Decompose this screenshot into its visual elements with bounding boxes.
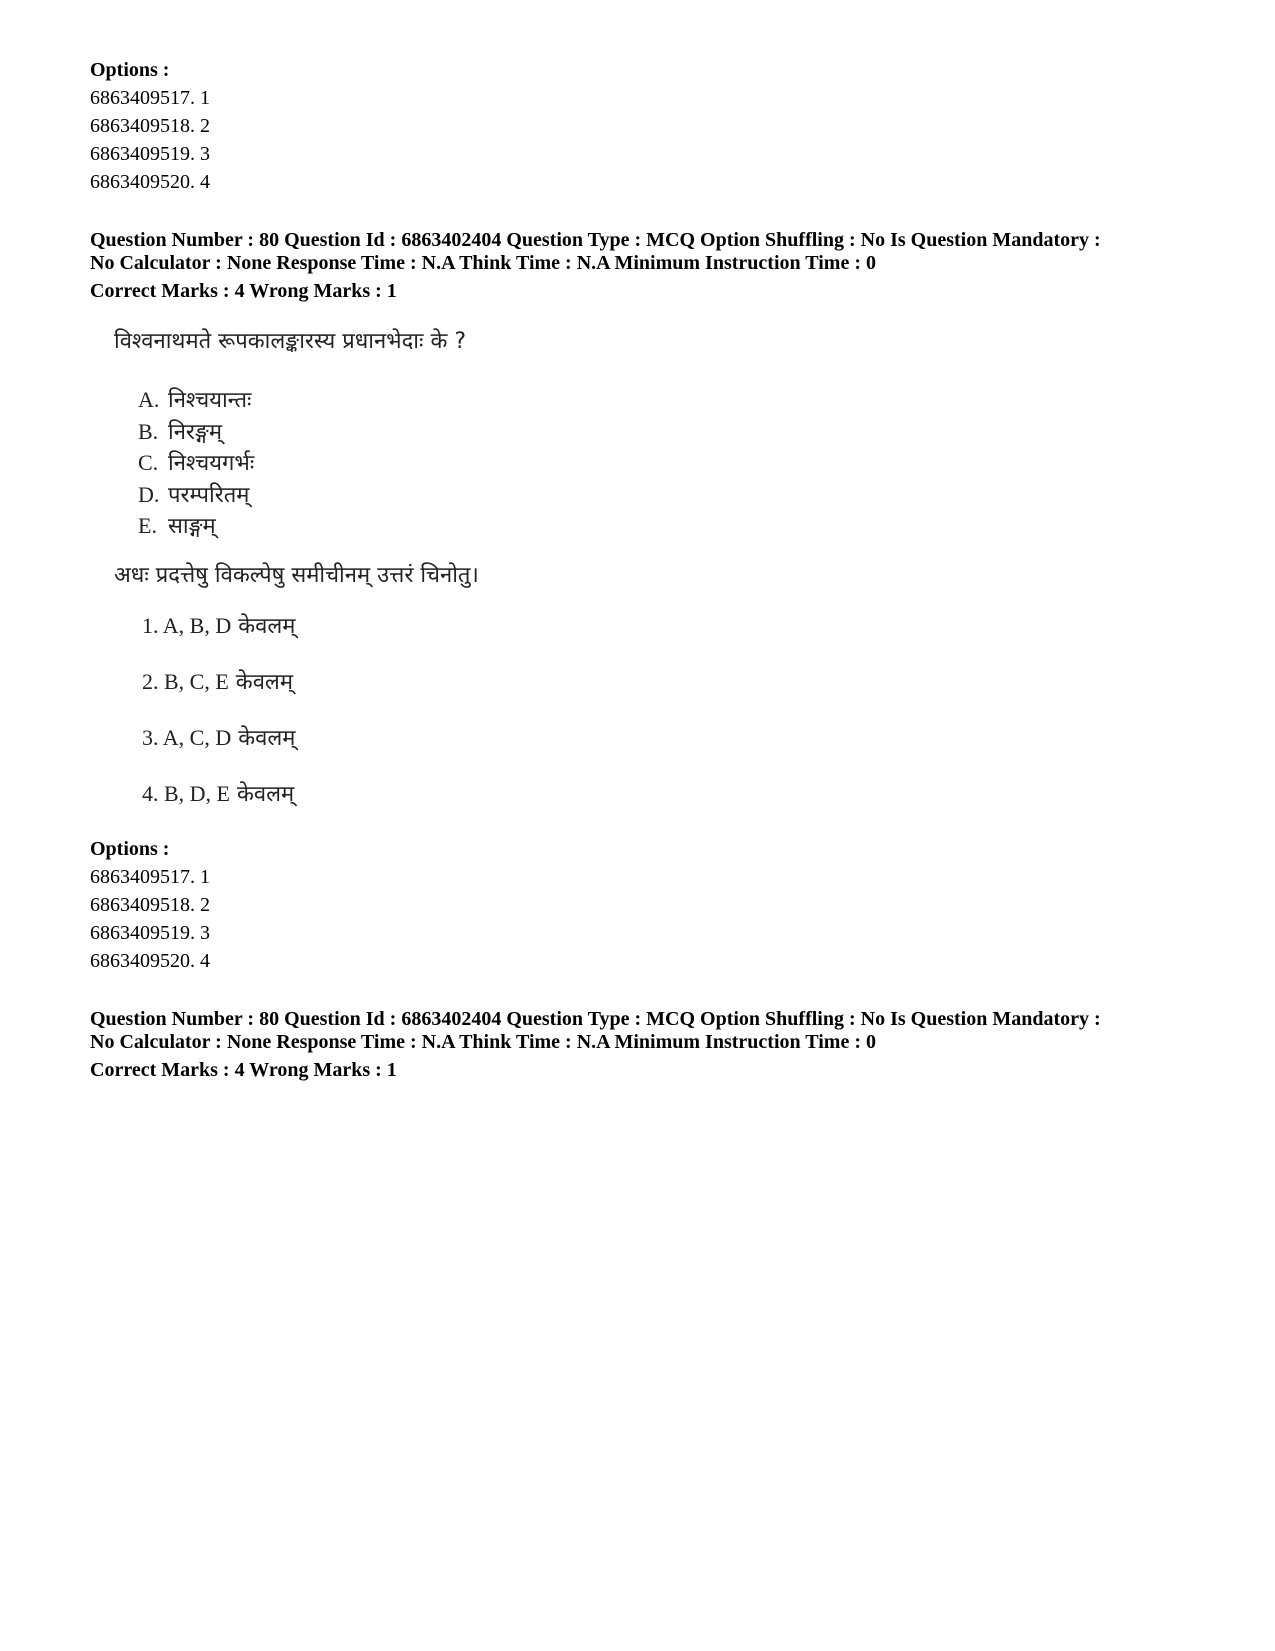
question-meta-line: Question Number : 80 Question Id : 6863402404 Question Type : MCQ Option Shuffling : No Is Question Mandatory :: [90, 1007, 1101, 1030]
question-meta: [90, 229, 1190, 305]
choice-item: [142, 723, 1190, 779]
spacer: [90, 196, 1190, 229]
choice-list: [142, 611, 1190, 835]
option-item: 6863409517. 1: [90, 865, 210, 888]
question-marks: Correct Marks : 4 Wrong Marks : 1: [90, 280, 397, 302]
statement-item: [138, 448, 1190, 480]
statement-label: B.: [138, 418, 159, 444]
statement-item: [138, 511, 1190, 543]
option-item: 6863409519. 3: [90, 921, 210, 944]
statement-text: निश्चयगर्भः: [168, 451, 255, 476]
statement-text: परम्परितम्: [168, 482, 250, 508]
choice-number: 2. B, C, E: [142, 668, 229, 694]
spacer: [90, 975, 1190, 1008]
choice-item: [142, 667, 1190, 723]
question-meta-line: No Calculator : None Response Time : N.A Think Time : N.A Minimum Instruction Time : 0: [90, 252, 876, 274]
options-section-top: [90, 56, 1190, 196]
option-item: 6863409519. 3: [90, 143, 210, 165]
question-meta-line: No Calculator : None Response Time : N.A Think Time : N.A Minimum Instruction Time : 0: [90, 1030, 876, 1053]
document-page: [90, 56, 1190, 1084]
statement-text: साङ्गम्: [168, 514, 216, 539]
option-item: 6863409518. 2: [90, 115, 210, 137]
statement-item: [138, 417, 1190, 449]
choice-text: केवलम्: [235, 669, 293, 695]
question-image: [114, 327, 1190, 835]
question-instruction: अधः प्रदत्तेषु विकल्पेषु समीचीनम् उत्तरं चिनोतु।: [114, 562, 479, 588]
choice-text: केवलम्: [238, 725, 296, 751]
question-meta: [90, 1008, 1190, 1084]
choice-number: 4. B, D, E: [142, 780, 230, 806]
statement-item: [138, 385, 1190, 417]
choice-number: 3. A, C, D: [142, 724, 232, 750]
choice-number: 1. A, B, D: [142, 612, 232, 638]
statement-label: A.: [138, 387, 160, 412]
statement-item: [138, 480, 1190, 512]
statement-label: D.: [138, 481, 160, 507]
statement-text: निरङ्गम्: [168, 419, 222, 445]
choice-item: [142, 611, 1190, 667]
question-meta-line: Question Number : 80 Question Id : 6863402404 Question Type : MCQ Option Shuffling : No Is Question Mandatory :: [90, 229, 1101, 251]
question-stem: विश्वनाथमते रूपकालङ्कारस्य प्रधानभेदाः के ?: [114, 329, 467, 354]
options-heading: Options :: [90, 59, 170, 81]
choice-item: [142, 779, 1190, 835]
statement-label: C.: [138, 450, 159, 475]
options-heading: Options :: [90, 837, 170, 860]
options-section-bottom: [90, 835, 1190, 975]
statement-label: E.: [138, 513, 157, 538]
question-marks: Correct Marks : 4 Wrong Marks : 1: [90, 1058, 397, 1081]
choice-text: केवलम्: [238, 613, 296, 639]
option-item: 6863409518. 2: [90, 893, 210, 916]
option-item: 6863409517. 1: [90, 87, 210, 109]
choice-text: केवलम्: [237, 781, 295, 807]
option-item: 6863409520. 4: [90, 949, 210, 972]
option-item: 6863409520. 4: [90, 171, 210, 193]
statement-list: [138, 385, 1190, 543]
statement-text: निश्चयान्तः: [168, 388, 252, 413]
